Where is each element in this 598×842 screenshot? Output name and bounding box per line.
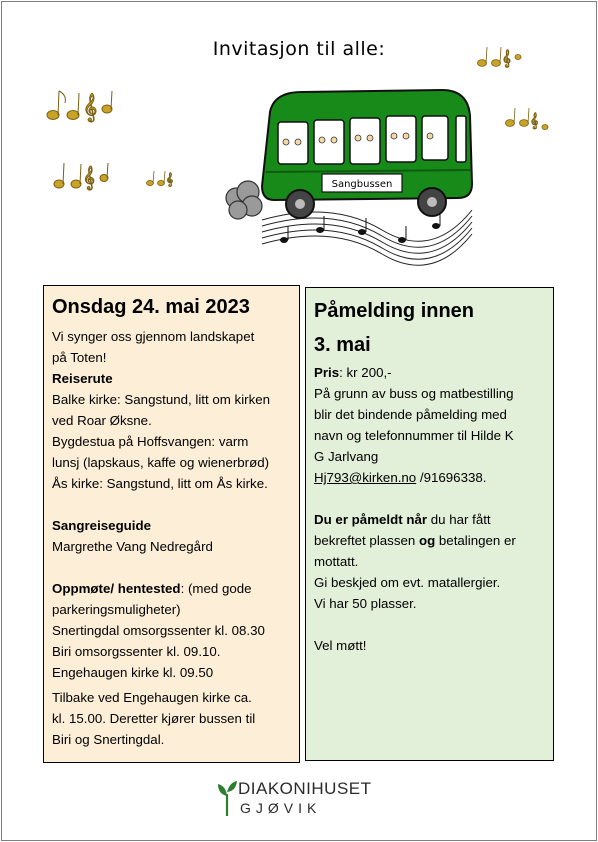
- body-line: På grunn av buss og matbestilling: [314, 386, 514, 401]
- intro-line: Vi synger oss gjennom landskapet: [52, 329, 255, 344]
- music-notes-icon: [476, 43, 524, 69]
- event-details-box: [43, 285, 300, 763]
- closing-greeting: Vel møtt!: [314, 638, 367, 653]
- svg-text:𝄞: 𝄞: [166, 172, 174, 186]
- confirm-line2-pre: bekreftet plassen: [314, 533, 419, 548]
- confirm-line2-post: betalingen er: [435, 533, 516, 548]
- event-date-heading: Onsdag 24. mai 2023: [52, 296, 250, 318]
- return-line: Tilbake ved Engehaugen kirke ca.: [52, 690, 252, 705]
- meet-line: parkeringsmuligheter): [52, 602, 181, 617]
- sprout-icon: [216, 778, 238, 818]
- svg-text:𝄞: 𝄞: [530, 113, 539, 129]
- meet-suffix: : (med gode: [180, 581, 252, 596]
- svg-text:𝄞: 𝄞: [83, 165, 95, 189]
- registration-box: [305, 287, 554, 761]
- music-notes-icon: [45, 85, 120, 125]
- route-line: Ås kirke: Sangstund, litt om Ås kirke.: [52, 476, 268, 491]
- music-notes-icon: [145, 168, 183, 188]
- registration-deadline: 3. mai: [314, 334, 371, 356]
- bus-sign-text: Sangbussen: [331, 179, 393, 190]
- route-label: Reiserute: [52, 371, 113, 386]
- body-line: navn og telefonnummer til Hilde K: [314, 428, 514, 443]
- guide-label: Sangreiseguide: [52, 518, 152, 533]
- intro-line: på Toten!: [52, 350, 107, 365]
- meet-label: Oppmøte/ hentested: [52, 581, 181, 596]
- exhaust-cloud: [226, 181, 262, 219]
- footer-city: GJØVIK: [240, 800, 322, 816]
- route-line: Bygdestua på Hoffsvangen: varm: [52, 434, 249, 449]
- body-line: blir det bindende påmelding med: [314, 407, 507, 422]
- meet-line: Snertingdal omsorgssenter kl. 08.30: [52, 623, 265, 638]
- svg-text:𝄞: 𝄞: [502, 49, 511, 67]
- bus-illustration: [222, 80, 482, 270]
- music-notes-icon: [504, 105, 550, 131]
- meet-line: Biri omsorgssenter kl. 09.10.: [52, 644, 221, 659]
- meet-line: Engehaugen kirke kl. 09.50: [52, 665, 214, 680]
- body-line: G Jarlvang: [314, 449, 379, 464]
- route-line: Balke kirke: Sangstund, litt om kirken: [52, 392, 271, 407]
- page-title: Invitasjon til alle:: [212, 38, 386, 60]
- footer-name: DIAKONIHUSET: [238, 779, 372, 798]
- seats-note: Vi har 50 plasser.: [314, 596, 417, 611]
- registration-heading: Påmelding innen: [314, 300, 475, 322]
- allergy-note: Gi beskjed om evt. matallergier.: [314, 575, 501, 590]
- confirm-line2-bold: og: [418, 533, 436, 548]
- confirm-bold: Du er påmeldt når: [314, 512, 428, 527]
- route-line: ved Roar Øksne.: [52, 413, 152, 428]
- return-line: kl. 15.00. Deretter kjører bussen til: [52, 711, 256, 726]
- price-label: Pris: [314, 365, 340, 380]
- email-link[interactable]: Hj793@kirken.no: [314, 470, 417, 485]
- confirm-line3: mottatt.: [314, 554, 359, 569]
- route-line: lunsj (lapskaus, kaffe og wienerbrød): [52, 455, 270, 470]
- footer-logo: [212, 776, 402, 820]
- svg-text:𝄞: 𝄞: [83, 93, 98, 121]
- return-line: Biri og Snertingdal.: [52, 732, 165, 747]
- price-value: : kr 200,-: [339, 365, 392, 380]
- music-notes-icon: [52, 158, 112, 192]
- confirm-rest: du har fått: [427, 512, 491, 527]
- guide-name: Margrethe Vang Nedregård: [52, 539, 213, 554]
- phone-number: /91696338.: [416, 470, 487, 485]
